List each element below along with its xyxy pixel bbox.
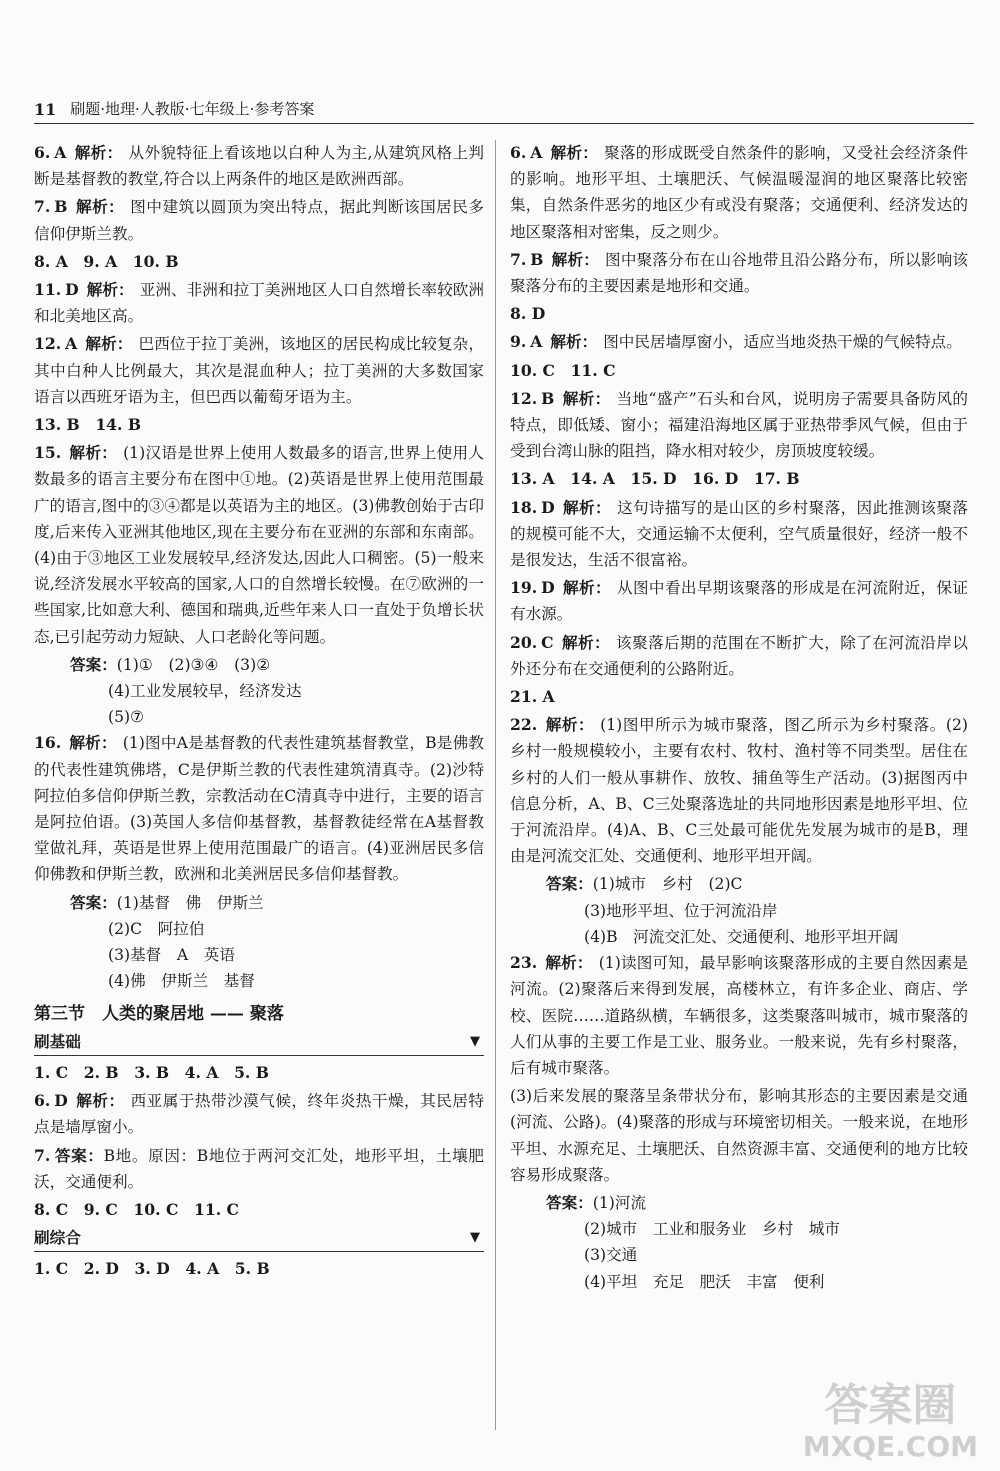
triangle-down-icon: ▼ [470, 1033, 480, 1049]
answer-item: 8. A 9. A 10. B [34, 251, 179, 271]
answer-item: 1. C 2. D 3. D 4. A 5. B [34, 1259, 270, 1279]
answer-line: (4)B 河流交汇处、交通便利、地形平坦开阔 [584, 927, 899, 946]
answer-item: 13. B 14. B [34, 415, 142, 435]
answer-block: 答案：(1)城市 乡村 (2)C [546, 874, 743, 894]
answer-item: 15. 解析： (1)汉语是世界上使用人数最多的语言,世界上使用人数最多的语言主要分布在图中①地。(2)英语是世界上使用范围最广的语言,图中的③④都是以英语为主的地区。(3)佛教创始于古印度,后来传入亚洲其他地区,现在主要分布在亚洲的东部和东南部。(4)由于③地区工业发展较早,经济发达,因此人口稠密。(5)一般来说,经济发展水平较高的国家,人口的自然增长较慢。在⑦欧洲的一些国家,比如意大利、德国和瑞典,近些年来人口一直处于负增长状态,已引起劳动力短缺、人口老龄化等问题。 [34, 443, 484, 646]
answer-item: 18. D 解析： 这句诗描写的是山区的乡村聚落，因此推测该聚落的规模可能不大，交通运输不太便利，空气质量很好，经济一般不是很发达，生活不很富裕。 [510, 497, 968, 570]
answer-item: 7. B 解析： 图中建筑以圆顶为突出特点，据此判断该国居民多信仰伊斯兰教。 [34, 197, 484, 243]
answer-line: (4)工业发展较早，经济发达 [108, 682, 302, 701]
answer-line: (4)佛 伊斯兰 基督 [108, 972, 255, 991]
triangle-down-icon: ▼ [470, 1230, 480, 1246]
answer-item: 10. C 11. C [510, 360, 616, 380]
answer-item: 12. A 解析： 巴西位于拉丁美洲，该地区的居民构成比较复杂，其中白种人比例最大，其次是混血种人；拉丁美洲的大多数国家语言以西班牙语为主，但巴西以葡萄牙语为主。 [34, 334, 484, 406]
right-column [510, 140, 968, 1295]
answer-item: 6. D 解析： 西亚属于热带沙漠气候，终年炎热干燥，其民居特点是墙厚窗小。 [34, 1091, 484, 1137]
answer-line: (2)C 阿拉伯 [108, 919, 205, 938]
answer-line: (2)城市 工业和服务业 乡村 城市 [584, 1220, 840, 1239]
column-divider [495, 140, 496, 1430]
answer-paragraph: (3)后来发展的聚落呈条带状分布，影响其形态的主要因素是交通(河流、公路)。(4)聚落的形成与环境密切相关。一般来说，在地形平坦、水源充足、土壤肥沃、自然资源丰富、交通便利的地方比较容易形成聚落。 [510, 1087, 968, 1184]
answer-item: 8. C 9. C 10. C 11. C [34, 1199, 239, 1219]
answer-item: 7. 答案：B地。原因：B地位于两河交汇处，地形平坦，土壤肥沃，交通便利。 [34, 1145, 484, 1191]
answer-item: 16. 解析： (1)图中A是基督教的代表性建筑基督教堂，B是佛教的代表性建筑佛塔，C是伊斯兰教的代表性建筑清真寺。(2)沙特阿拉伯多信仰伊斯兰教，宗教活动在C清真寺中进行，主要的语言是阿拉伯语。(3)英国人多信仰基督教，基督教徒经常在A基督教堂做礼拜，英语是世界上使用范围最广的语言。(4)亚洲居民多信仰佛教和伊斯兰教，欧洲和北美洲居民多信仰基督教。 [34, 733, 484, 884]
answer-line: (4)平坦 充足 肥沃 丰富 便利 [584, 1272, 825, 1291]
answer-item: 13. A 14. A 15. D 16. D 17. B [510, 469, 800, 489]
answer-line: (3)基督 A 英语 [108, 946, 235, 965]
answer-block: 答案：(1)河流 [546, 1192, 647, 1212]
answer-line: (3)地形平坦、位于河流沿岸 [584, 901, 778, 920]
answer-item: 20. C 解析： 该聚落后期的范围在不断扩大，除了在河流沿岸以外还分布在交通便利的公路附近。 [510, 632, 968, 678]
answer-item: 19. D 解析： 从图中看出早期该聚落的形成是在河流附近，保证有水源。 [510, 578, 968, 624]
answer-line: (5)⑦ [108, 708, 145, 727]
answer-item: 1. C 2. B 3. B 4. A 5. B [34, 1062, 269, 1082]
answer-item: 8. D [510, 304, 546, 324]
header-title: 刷题·地理·人教版·七年级上·参考答案 [70, 100, 315, 118]
page-number: 11 [34, 100, 57, 119]
page-header [34, 92, 974, 124]
left-column [34, 140, 484, 1285]
answer-item: 23. 解析： (1)读图可知，最早影响该聚落形成的主要自然因素是河流。(2)聚落后来得到发展，高楼林立，有许多企业、商店、学校、医院……道路纵横，车辆很多，这类聚落叫城市，城市聚落的人们从事的主要工作是工业、服务业。一般来说，先有乡村聚落，后有城市聚落。 [510, 953, 968, 1077]
answer-block: 答案：(1)① (2)③④ (3)② [70, 654, 271, 674]
answer-item: 9. A 解析： 图中民居墙厚窗小，适应当地炎热干燥的气候特点。 [510, 332, 962, 352]
answer-item: 7. B 解析： 图中聚落分布在山谷地带且沿公路分布，所以影响该聚落分布的主要因素是地形和交通。 [510, 249, 968, 296]
answer-item: 21. A [510, 687, 555, 707]
answer-item: 11. D 解析： 亚洲、非洲和拉丁美洲地区人口自然增长率较欧洲和北美地区高。 [34, 280, 484, 326]
answer-item: 22. 解析： (1)图甲所示为城市聚落，图乙所示为乡村聚落。(2)乡村一般规模较小，主要有农村、牧村、渔村等不同类型。居住在乡村的人们一般从事耕作、放牧、捕鱼等生产活动。(3)据图丙中信息分析，A、B、C三处聚落选址的共同地形因素是地形平坦、位于河流沿岸。(4)A、B、C三处最可能优先发展为城市的是B，理由是河流交汇处、交通便利、地形平坦开阔。 [510, 715, 968, 866]
section-bar-comprehensive: 刷综合 ▼ [34, 1225, 484, 1252]
answer-line: (3)交通 [584, 1246, 638, 1265]
answer-item: 6. A 解析： 从外貌特征上看该地以白种人为主,从建筑风格上判断是基督教的教堂,符合以上两条件的地区是欧洲西部。 [34, 143, 484, 189]
answer-item: 6. A 解析： 聚落的形成既受自然条件的影响，又受社会经济条件的影响。地形平坦、土壤肥沃、气候温暖湿润的地区聚落比较密集，自然条件恶劣的地区少有或没有聚落；交通便利、经济发达的地区聚落相对密集，反之则少。 [510, 143, 968, 241]
watermark-logo: 答案圈 MXQE.COM [802, 1380, 978, 1463]
answer-block: 答案：(1)基督 佛 伊斯兰 [70, 892, 264, 912]
answer-item: 12. B 解析： 当地“盛产”石头和台风，说明房子需要具备防风的特点，即低矮、窗小；福建沿海地区属于亚热带季风气候，但由于受到台湾山脉的阻挡，降水相对较少，房顶坡度较缓。 [510, 388, 968, 461]
section-bar-basic: 刷基础 ▼ [34, 1029, 484, 1056]
section-title: 第三节 人类的聚居地 —— 聚落 [34, 1003, 284, 1024]
